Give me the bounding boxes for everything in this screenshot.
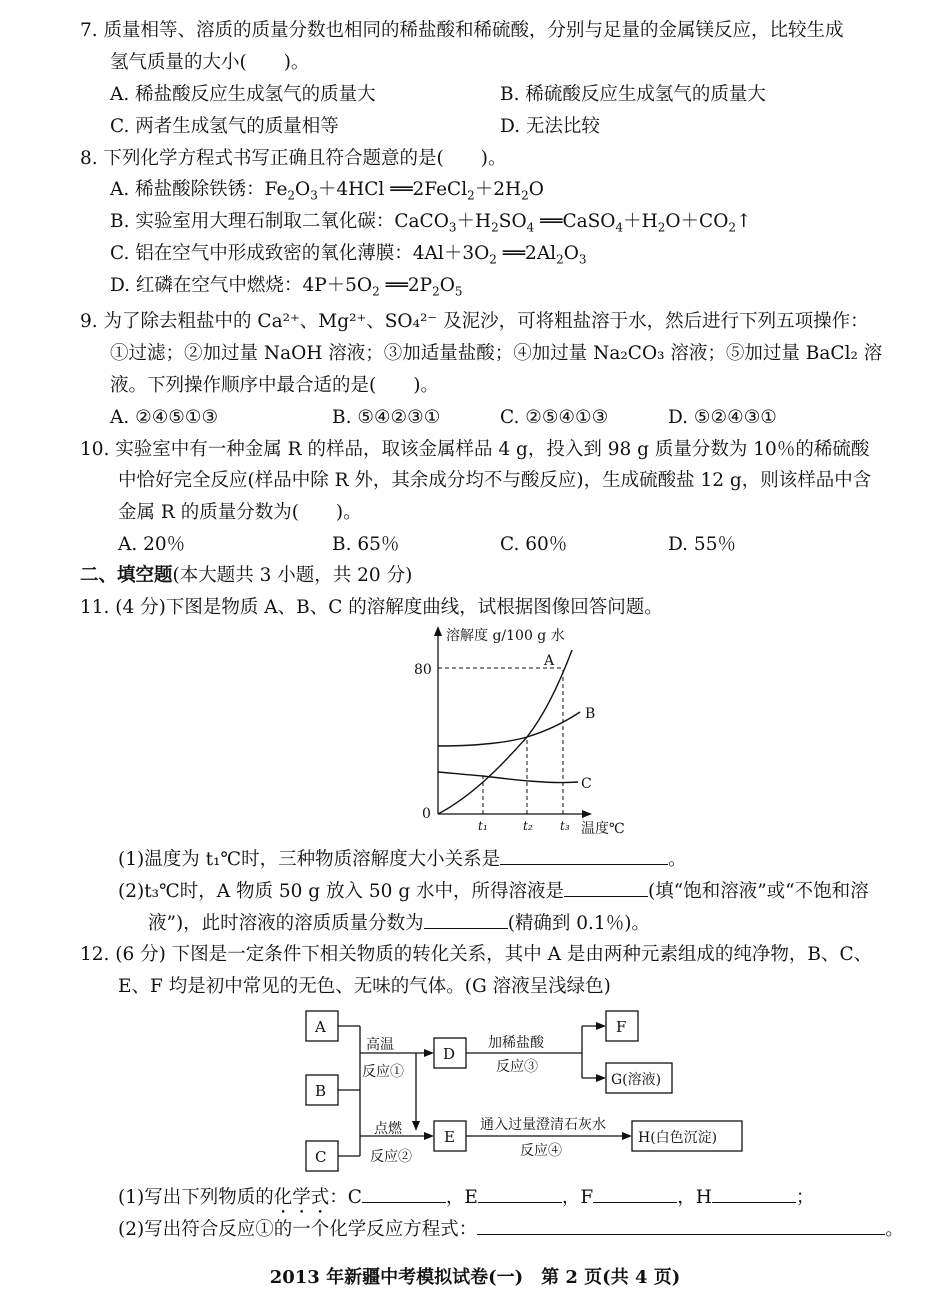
q12-sub2-text: (2)写出符合反应①的一个化学反应方程式： xyxy=(118,1219,478,1240)
q10-option-b: B. 65％ xyxy=(332,534,400,555)
section-2-title: 二、填空题 xyxy=(80,565,173,586)
node-d-label: D xyxy=(443,1045,456,1063)
reaction-1-label: 反应① xyxy=(362,1064,404,1080)
chart-y-tick-0: 0 xyxy=(422,806,431,822)
node-h-label: H(白色沉淀) xyxy=(638,1130,718,1146)
q12-sub1-text: (1)写出下列物质的 xyxy=(118,1187,274,1208)
page-footer: 2013 年新疆中考模拟试卷(一) 第 2 页(共 4 页) xyxy=(269,1267,681,1288)
q8-equation-b: $CaCO_3+H_2SO_4$ $══CaSO_4+H_2O+CO_2↑$ xyxy=(394,211,752,235)
q12-sub1-e-label: ，E xyxy=(445,1187,478,1208)
chart-series-label-c: C xyxy=(581,776,592,792)
q11-sub1-answer-blank[interactable] xyxy=(500,845,668,865)
q11-sub2-line1 xyxy=(118,877,869,905)
node-a-label: A xyxy=(315,1018,326,1036)
q11-sub2-text-b: (填“饱和溶液”或“不饱和溶 xyxy=(648,881,869,902)
chart-x-tick-t3: t₃ xyxy=(560,819,570,833)
q9-option-b: B. ⑤④②③① xyxy=(332,407,441,428)
q11-sub2-text-d: (精确到 0.1％)。 xyxy=(507,913,650,934)
q10-option-d: D. 55％ xyxy=(668,534,736,555)
chart-curve-b xyxy=(438,712,580,746)
q12-sub1 xyxy=(118,1183,814,1211)
q10-stem-line3: 金属 R 的质量分数为( )。 xyxy=(118,502,362,523)
q12-sub1-h-label: ，H xyxy=(677,1187,712,1208)
q11-sub1-text: (1)温度为 t₁℃时，三种物质溶解度大小关系是 xyxy=(118,849,501,870)
q11-sub2-text-c: 液”)，此时溶液的溶质质量分数为 xyxy=(148,913,424,934)
chart-x-axis-arrow xyxy=(582,810,592,818)
solubility-chart xyxy=(400,622,650,842)
q7-stem-line1: 7. 质量相等、溶质的质量分数也相同的稀盐酸和稀硫酸，分别与足量的金属镁反应，比较生成 xyxy=(80,20,844,41)
q12-sub1-emphasis: 化学式 xyxy=(273,1187,330,1208)
q12-blank-e[interactable] xyxy=(478,1183,562,1203)
q12-sub1-f-label: ，F xyxy=(561,1187,594,1208)
q12-blank-c[interactable] xyxy=(362,1183,446,1203)
q9-stem-line2: ①过滤；②加过量 NaOH 溶液；③加适量盐酸；④加过量 Na₂CO₃ 溶液；⑤加过量 BaCl₂ 溶 xyxy=(110,343,883,364)
q12-sub1-end: ； xyxy=(795,1187,815,1208)
arrowhead-e xyxy=(424,1132,434,1140)
chart-curves xyxy=(438,650,580,814)
q10-stem-line2: 中恰好完全反应(样品中除 R 外，其余成分均不与酸反应)，生成硫酸盐 12 g，则该样品中含 xyxy=(118,470,872,491)
q11-sub2-blank-1[interactable] xyxy=(564,877,648,897)
q7-stem-line2: 氢气质量的大小( )。 xyxy=(110,52,310,73)
node-g-label: G(溶液) xyxy=(611,1072,662,1088)
q11-sub1 xyxy=(118,845,687,873)
q8-stem: 8. 下列化学方程式书写正确且符合题意的是( )。 xyxy=(80,148,507,169)
section-2-heading xyxy=(80,562,412,590)
q9-option-a: A. ②④⑤①③ xyxy=(110,407,219,428)
arrowhead-f xyxy=(596,1022,606,1030)
q11-sub2-text-a: (2)t₃℃时，A 物质 50 g 放入 50 g 水中，所得溶液是 xyxy=(118,881,565,902)
q11-stem: 11. (4 分)下图是物质 A、B、C 的溶解度曲线，试根据图像回答问题。 xyxy=(80,597,663,618)
q8-equation-d: $4P+5O_2$ $══2P_2O_5$ xyxy=(302,275,463,299)
q9-option-d: D. ⑤②④③① xyxy=(668,407,777,428)
chart-curve-c xyxy=(438,772,578,783)
arrowhead-h xyxy=(622,1132,632,1140)
condition-1: 高温 xyxy=(366,1037,394,1053)
q8-option-b-label: B. 实验室用大理石制取二氧化碳： xyxy=(110,211,395,232)
q12-sub2 xyxy=(118,1215,904,1243)
q8-option-d-label: D. 红磷在空气中燃烧： xyxy=(110,275,303,296)
condition-4: 通入过量澄清石灰水 xyxy=(480,1117,606,1133)
q8-option-b xyxy=(110,208,752,236)
arrowhead-d xyxy=(424,1049,434,1057)
q8-option-a xyxy=(110,176,544,204)
q12-stem-line2: E、F 均是初中常见的无色、无味的气体。(G 溶液呈浅绿色) xyxy=(118,976,611,997)
chart-curve-a xyxy=(438,650,572,814)
q7-option-d: D. 无法比较 xyxy=(500,116,600,137)
chart-y-tick-80: 80 xyxy=(414,662,432,678)
chart-x-tick-t1: t₁ xyxy=(478,819,488,833)
q12-sub1-c-label: ：C xyxy=(329,1187,362,1208)
q10-option-c: C. 60％ xyxy=(500,534,568,555)
q12-stem-line1: 12. (6 分) 下图是一定条件下相关物质的转化关系，其中 A 是由两种元素组成的纯净物，B、C、 xyxy=(80,944,873,965)
chart-x-tick-t2: t₂ xyxy=(523,819,533,833)
q12-sub2-end: 。 xyxy=(885,1219,904,1240)
condition-2: 点燃 xyxy=(374,1121,402,1137)
chart-grid xyxy=(438,668,563,814)
q10-stem-line1: 10. 实验室中有一种金属 R 的样品，取该金属样品 4 g，投入到 98 g 质量分数为 10％的稀硫酸 xyxy=(80,439,870,460)
condition-3: 加稀盐酸 xyxy=(488,1035,544,1051)
q12-sub2-answer-blank[interactable] xyxy=(477,1215,885,1235)
chart-series-label-b: B xyxy=(585,706,596,722)
reaction-4-label: 反应④ xyxy=(520,1143,562,1159)
q12-blank-h[interactable] xyxy=(712,1183,796,1203)
reaction-flow-diagram xyxy=(300,1005,760,1180)
q7-option-a: A. 稀盐酸反应生成氢气的质量大 xyxy=(110,84,376,105)
q12-blank-f[interactable] xyxy=(593,1183,677,1203)
q8-option-c xyxy=(110,240,587,268)
chart-axes xyxy=(434,626,592,818)
q9-stem-line3: 液。下列操作顺序中最合适的是( )。 xyxy=(110,375,439,396)
q9-stem-line1: 9. 为了除去粗盐中的 Ca²⁺、Mg²⁺、SO₄²⁻ 及泥沙，可将粗盐溶于水，然后进行下列五项操作： xyxy=(80,311,869,332)
q10-option-a: A. 20％ xyxy=(118,534,186,555)
section-2-note: (本大题共 3 小题，共 20 分) xyxy=(172,565,413,586)
q9-option-c: C. ②⑤④①③ xyxy=(500,407,609,428)
q8-option-a-label: A. 稀盐酸除铁锈： xyxy=(110,179,265,200)
node-c-label: C xyxy=(315,1148,327,1166)
q8-option-c-label: C. 铝在空气中形成致密的氧化薄膜： xyxy=(110,243,413,264)
chart-series-label-a: A xyxy=(544,653,555,669)
chart-y-axis-arrow xyxy=(434,626,442,636)
arrowhead-g xyxy=(596,1074,606,1082)
q7-option-c: C. 两者生成氢气的质量相等 xyxy=(110,116,339,137)
q8-option-d xyxy=(110,272,463,300)
q11-sub2-blank-2[interactable] xyxy=(424,909,508,929)
chart-y-axis-label: 溶解度 g/100 g 水 xyxy=(446,628,565,644)
node-f-label: F xyxy=(616,1018,627,1036)
reaction-2-label: 反应② xyxy=(370,1149,412,1165)
node-e-label: E xyxy=(444,1128,455,1146)
node-b-label: B xyxy=(315,1082,327,1100)
q8-equation-c: $4Al+3O_2$ $══2Al_2O_3$ xyxy=(412,243,587,267)
chart-x-axis-label: 温度℃ xyxy=(581,821,625,837)
reaction-3-label: 反应③ xyxy=(496,1059,538,1075)
q8-equation-a: $Fe_2O_3+4HCl$ $══2FeCl_2+2H_2O$ xyxy=(264,179,544,203)
q11-sub2-line2 xyxy=(148,909,650,937)
arrowhead-down xyxy=(412,1121,420,1131)
q11-sub1-end: 。 xyxy=(668,849,687,870)
q7-option-b: B. 稀硫酸反应生成氢气的质量大 xyxy=(500,84,766,105)
